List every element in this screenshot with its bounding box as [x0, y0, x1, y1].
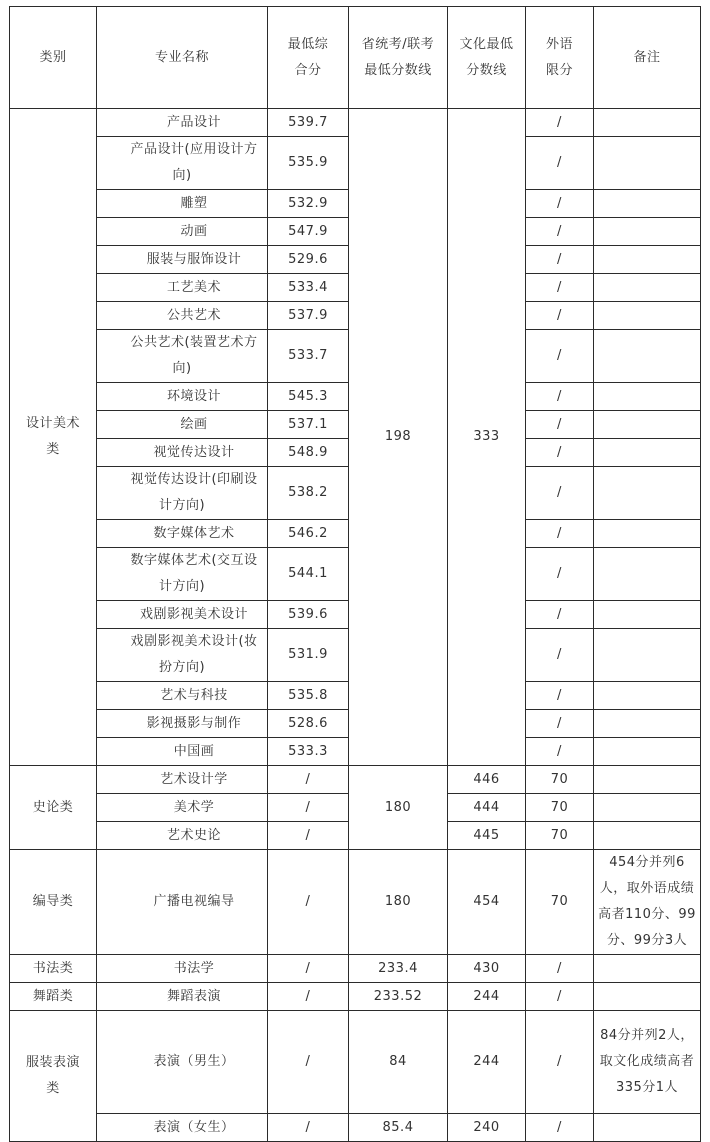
category-cell: 设计美术类 — [10, 109, 97, 766]
remark-cell — [594, 766, 701, 794]
header-foreign: 外语限分 — [526, 7, 594, 109]
foreign-cell: / — [526, 738, 594, 766]
composite-cell: / — [268, 955, 349, 983]
prov-joint-cell: 84 — [349, 1011, 448, 1114]
culture-cell: 244 — [448, 983, 526, 1011]
composite-cell: / — [268, 766, 349, 794]
category-cell: 史论类 — [10, 766, 97, 850]
remark-cell — [594, 1114, 701, 1142]
culture-cell: 444 — [448, 794, 526, 822]
remark-cell — [594, 383, 701, 411]
remark-cell — [594, 137, 701, 190]
table-row — [10, 1011, 701, 1114]
major-cell: 动画 — [97, 218, 268, 246]
major-cell: 绘画 — [97, 411, 268, 439]
composite-cell: / — [268, 822, 349, 850]
composite-cell: / — [268, 1114, 349, 1142]
foreign-cell: 70 — [526, 850, 594, 955]
major-cell: 表演（男生） — [97, 1011, 268, 1114]
composite-cell: / — [268, 850, 349, 955]
table-row — [10, 983, 701, 1011]
composite-cell: 539.6 — [268, 601, 349, 629]
major-cell: 雕塑 — [97, 190, 268, 218]
remark-cell — [594, 190, 701, 218]
culture-cell: 333 — [448, 109, 526, 766]
foreign-cell: / — [526, 682, 594, 710]
foreign-cell: 70 — [526, 794, 594, 822]
table-row — [10, 850, 701, 955]
major-cell: 艺术史论 — [97, 822, 268, 850]
table-row — [10, 766, 701, 794]
prov-joint-cell: 233.52 — [349, 983, 448, 1011]
foreign-cell: / — [526, 983, 594, 1011]
composite-cell: 533.4 — [268, 274, 349, 302]
culture-cell: 240 — [448, 1114, 526, 1142]
foreign-cell: / — [526, 190, 594, 218]
composite-cell: 544.1 — [268, 548, 349, 601]
remark-cell — [594, 439, 701, 467]
major-cell: 公共艺术 — [97, 302, 268, 330]
composite-cell: 545.3 — [268, 383, 349, 411]
major-cell: 产品设计(应用设计方向) — [97, 137, 268, 190]
major-cell: 舞蹈表演 — [97, 983, 268, 1011]
composite-cell: 533.7 — [268, 330, 349, 383]
foreign-cell: / — [526, 411, 594, 439]
remark-cell — [594, 629, 701, 682]
culture-cell: 430 — [448, 955, 526, 983]
major-cell: 视觉传达设计(印刷设计方向) — [97, 467, 268, 520]
culture-cell: 446 — [448, 766, 526, 794]
culture-cell: 454 — [448, 850, 526, 955]
foreign-cell: / — [526, 109, 594, 137]
foreign-cell: / — [526, 330, 594, 383]
remark-cell — [594, 794, 701, 822]
header-row — [10, 7, 701, 109]
composite-cell: 529.6 — [268, 246, 349, 274]
foreign-cell: / — [526, 548, 594, 601]
remark-cell — [594, 330, 701, 383]
composite-cell: 538.2 — [268, 467, 349, 520]
score-table — [9, 6, 701, 1142]
major-cell: 戏剧影视美术设计 — [97, 601, 268, 629]
category-cell: 编导类 — [10, 850, 97, 955]
header-remark: 备注 — [594, 7, 701, 109]
foreign-cell: / — [526, 246, 594, 274]
major-cell: 产品设计 — [97, 109, 268, 137]
remark-cell — [594, 682, 701, 710]
foreign-cell: / — [526, 137, 594, 190]
remark-cell — [594, 274, 701, 302]
category-cell: 服装表演类 — [10, 1011, 97, 1142]
foreign-cell: / — [526, 1011, 594, 1114]
foreign-cell: / — [526, 601, 594, 629]
major-cell: 公共艺术(装置艺术方向) — [97, 330, 268, 383]
major-cell: 美术学 — [97, 794, 268, 822]
foreign-cell: / — [526, 467, 594, 520]
prov-joint-cell: 198 — [349, 109, 448, 766]
major-cell: 数字媒体艺术 — [97, 520, 268, 548]
major-cell: 表演（女生） — [97, 1114, 268, 1142]
foreign-cell: 70 — [526, 766, 594, 794]
major-cell: 数字媒体艺术(交互设计方向) — [97, 548, 268, 601]
table-row — [10, 109, 701, 137]
composite-cell: 548.9 — [268, 439, 349, 467]
composite-cell: 528.6 — [268, 710, 349, 738]
foreign-cell: / — [526, 520, 594, 548]
composite-cell: 537.9 — [268, 302, 349, 330]
foreign-cell: / — [526, 383, 594, 411]
major-cell: 广播电视编导 — [97, 850, 268, 955]
foreign-cell: / — [526, 439, 594, 467]
category-cell: 书法类 — [10, 955, 97, 983]
header-category: 类别 — [10, 7, 97, 109]
prov-joint-cell: 85.4 — [349, 1114, 448, 1142]
header-major: 专业名称 — [97, 7, 268, 109]
table-row — [10, 1114, 701, 1142]
major-cell: 服装与服饰设计 — [97, 246, 268, 274]
major-cell: 环境设计 — [97, 383, 268, 411]
remark-cell: 454分并列6人，取外语成绩高者110分、99分、99分3人 — [594, 850, 701, 955]
header-culture: 文化最低分数线 — [448, 7, 526, 109]
foreign-cell: / — [526, 302, 594, 330]
header-prov-joint: 省统考/联考最低分数线 — [349, 7, 448, 109]
remark-cell — [594, 710, 701, 738]
remark-cell — [594, 467, 701, 520]
composite-cell: 537.1 — [268, 411, 349, 439]
remark-cell — [594, 955, 701, 983]
culture-cell: 445 — [448, 822, 526, 850]
remark-cell — [594, 983, 701, 1011]
major-cell: 工艺美术 — [97, 274, 268, 302]
foreign-cell: / — [526, 629, 594, 682]
major-cell: 中国画 — [97, 738, 268, 766]
remark-cell — [594, 109, 701, 137]
major-cell: 艺术设计学 — [97, 766, 268, 794]
prov-joint-cell: 180 — [349, 766, 448, 850]
remark-cell — [594, 548, 701, 601]
prov-joint-cell: 180 — [349, 850, 448, 955]
remark-cell — [594, 246, 701, 274]
foreign-cell: / — [526, 710, 594, 738]
composite-cell: 535.8 — [268, 682, 349, 710]
major-cell: 书法学 — [97, 955, 268, 983]
foreign-cell: / — [526, 218, 594, 246]
remark-cell: 84分并列2人，取文化成绩高者335分1人 — [594, 1011, 701, 1114]
remark-cell — [594, 738, 701, 766]
remark-cell — [594, 411, 701, 439]
foreign-cell: / — [526, 955, 594, 983]
table-row — [10, 955, 701, 983]
composite-cell: 546.2 — [268, 520, 349, 548]
remark-cell — [594, 601, 701, 629]
composite-cell: / — [268, 983, 349, 1011]
header-min-composite: 最低综合分 — [268, 7, 349, 109]
foreign-cell: 70 — [526, 822, 594, 850]
composite-cell: 531.9 — [268, 629, 349, 682]
foreign-cell: / — [526, 1114, 594, 1142]
culture-cell: 244 — [448, 1011, 526, 1114]
composite-cell: / — [268, 794, 349, 822]
composite-cell: / — [268, 1011, 349, 1114]
composite-cell: 547.9 — [268, 218, 349, 246]
major-cell: 视觉传达设计 — [97, 439, 268, 467]
foreign-cell: / — [526, 274, 594, 302]
composite-cell: 533.3 — [268, 738, 349, 766]
major-cell: 戏剧影视美术设计(妆扮方向) — [97, 629, 268, 682]
composite-cell: 532.9 — [268, 190, 349, 218]
major-cell: 艺术与科技 — [97, 682, 268, 710]
remark-cell — [594, 822, 701, 850]
remark-cell — [594, 520, 701, 548]
category-cell: 舞蹈类 — [10, 983, 97, 1011]
composite-cell: 535.9 — [268, 137, 349, 190]
remark-cell — [594, 218, 701, 246]
major-cell: 影视摄影与制作 — [97, 710, 268, 738]
prov-joint-cell: 233.4 — [349, 955, 448, 983]
remark-cell — [594, 302, 701, 330]
composite-cell: 539.7 — [268, 109, 349, 137]
